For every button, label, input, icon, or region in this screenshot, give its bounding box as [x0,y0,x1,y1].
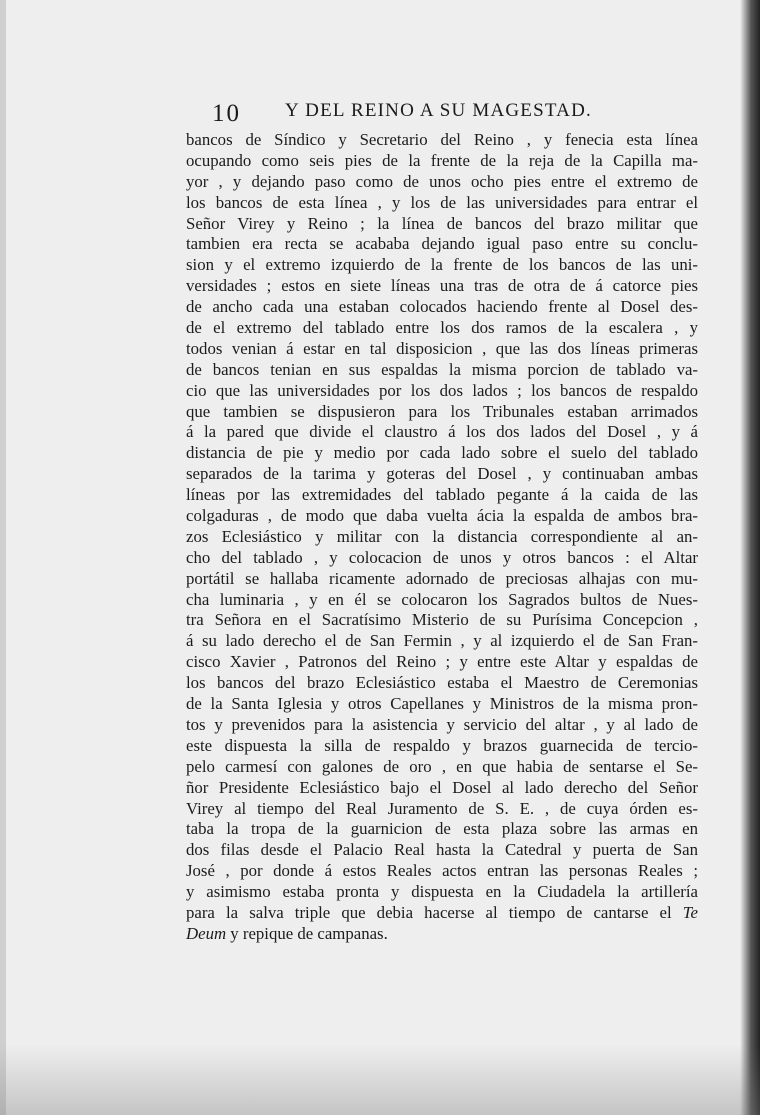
text-line: de ancho cada una estaban colocados haciendo frente al Dosel des- [186,297,698,317]
text-line: separados de la tarima y goteras del Dosel , y continuaban ambas [186,464,698,484]
text-line-final [186,924,698,945]
text-line: este dispuesta la silla de respaldo y brazos guarnecida de tercio- [186,735,698,755]
text-line: Virey al tiempo del Real Juramento de S. E. , de cuya órden es- [186,798,698,818]
text-line-content: para la salva triple que debia hacerse al tiempo de cantarse el [186,902,683,922]
text-line: los bancos del brazo Eclesiástico estaba el Maestro de Ceremonias [186,673,698,693]
text-line: á su lado derecho el de San Fermin , y al izquierdo el de San Fran- [186,631,698,651]
text-line: cio que las universidades por los dos lados ; los bancos de respaldo [186,380,698,400]
text-line: bancos de Síndico y Secretario del Reino , y fenecia esta línea [186,130,698,149]
text-line: de bancos tenian en sus espaldas la misma porcion de tablado va- [186,359,698,379]
text-line: y asimismo estaba pronta y dispuesta en la Ciudadela la artillería [186,882,698,902]
text-line: ñor Presidente Eclesiástico bajo el Dosel al lado derecho del Señor [186,777,698,797]
text-line: tra Señora en el Sacratísimo Misterio de su Purísima Concepcion , [186,610,698,630]
text-line: sion y el extremo izquierdo de la frente de los bancos de las uni- [186,255,698,275]
text-line: los bancos de esta línea , y los de las universidades para entrar el [186,192,698,212]
page-left-edge [0,0,6,1115]
body-text [186,130,698,945]
text-line: José , por donde á estos Reales actos entran las personas Reales ; [186,861,698,881]
text-line: tambien era recta se acababa dejando igual paso entre su conclu- [186,234,698,254]
running-head: Y DEL REINO A SU MAGESTAD. [285,100,592,121]
text-line: zos Eclesiástico y militar con la distancia correspondiente al an- [186,526,698,546]
italic-word: Te [682,902,698,922]
text-line: líneas por las extremidades del tablado pegante á la caida de las [186,485,698,505]
text-line: de la Santa Iglesia y otros Capellanes y Ministros de la misma pron- [186,694,698,714]
text-line-content: y repique de campanas. [226,923,388,943]
text-line: de el extremo del tablado entre los dos ramos de la escalera , y [186,318,698,338]
text-line: yor , y dejando paso como de unos ocho pies entre el extremo de [186,171,698,191]
page-stain [0,1045,760,1115]
text-line: que tambien se dispusieron para los Tribunales estaban arrimados [186,401,698,421]
page-header [212,96,612,128]
text-line: dos filas desde el Palacio Real hasta la Catedral y puerta de San [186,840,698,860]
text-line: todos venian á estar en tal disposicion , que las dos líneas primeras [186,338,698,358]
text-line: taba la tropa de la guarnicion de esta plaza sobre las armas en [186,819,698,839]
italic-word: Deum [186,923,227,943]
text-line: ocupando como seis pies de la frente de la reja de la Capilla ma- [186,150,698,170]
binding-shadow [740,0,760,1115]
text-line: cho del tablado , y colocacion de unos y otros bancos : el Altar [186,547,698,567]
text-line: versidades ; estos en siete líneas una tras de otra de á catorce pies [186,276,698,296]
text-line: tos y prevenidos para la asistencia y servicio del altar , y al lado de [186,714,698,734]
text-line: á la pared que divide el claustro á los dos lados del Dosel , y á [186,422,698,442]
page-number: 10 [212,100,241,127]
text-line: colgaduras , de modo que daba vuelta ácia la espalda de ambos bra- [186,506,698,526]
text-line: pelo carmesí con galones de oro , en que habia de sentarse el Se- [186,756,698,776]
text-line: portátil se hallaba ricamente adornado de preciosas alhajas con mu- [186,568,698,588]
text-line [186,903,698,924]
text-line: distancia de pie y medio por cada lado sobre el suelo del tablado [186,443,698,463]
text-line: Señor Virey y Reino ; la línea de bancos del brazo militar que [186,213,698,233]
text-line: cisco Xavier , Patronos del Reino ; y entre este Altar y espaldas de [186,652,698,672]
text-line: cha luminaria , y en él se colocaron los Sagrados bultos de Nues- [186,589,698,609]
